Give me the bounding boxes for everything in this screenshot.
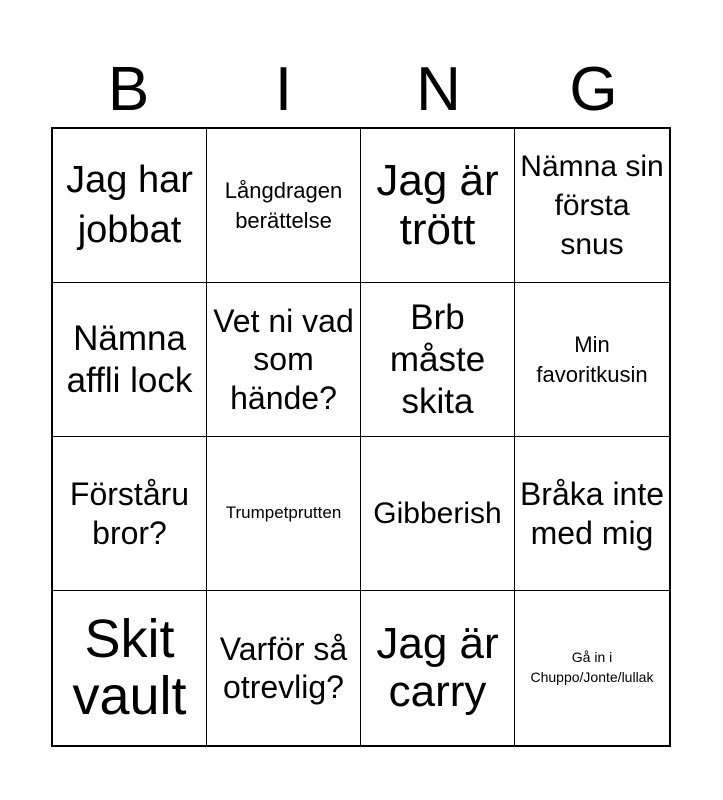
bingo-cell[interactable]: Förståru bror? bbox=[53, 437, 207, 591]
bingo-cell[interactable]: Brb måste skita bbox=[361, 283, 515, 437]
bingo-cell[interactable]: Jag är carry bbox=[361, 591, 515, 745]
bingo-cell[interactable]: Nämna sin första snus bbox=[515, 129, 669, 283]
bingo-cell[interactable]: Trumpetprutten bbox=[207, 437, 361, 591]
header-letter-i: I bbox=[274, 55, 293, 124]
bingo-grid bbox=[51, 127, 671, 747]
bingo-cell[interactable]: Jag har jobbat bbox=[53, 129, 207, 283]
bingo-cell[interactable]: Bråka inte med mig bbox=[515, 437, 669, 591]
bingo-cell[interactable]: Nämna affli lock bbox=[53, 283, 207, 437]
bingo-cell[interactable]: Jag är trött bbox=[361, 129, 515, 283]
bingo-cell[interactable]: Gibberish bbox=[361, 437, 515, 591]
bingo-cell[interactable]: Gå in i Chuppo/Jonte/lullak bbox=[530, 649, 654, 685]
header-letter-b: B bbox=[107, 55, 150, 124]
header-letter-n: N bbox=[416, 55, 461, 124]
bingo-cell[interactable]: Varför så otrevlig? bbox=[207, 591, 361, 745]
bingo-cell[interactable]: Långdragen berättelse bbox=[207, 129, 361, 283]
bingo-cell[interactable]: Vet ni vad som hände? bbox=[207, 283, 361, 437]
bingo-header bbox=[51, 52, 671, 128]
bingo-cell[interactable]: Min favoritkusin bbox=[515, 283, 669, 437]
bingo-cell[interactable]: Skit vault bbox=[53, 591, 207, 745]
header-letter-g: G bbox=[569, 55, 618, 124]
